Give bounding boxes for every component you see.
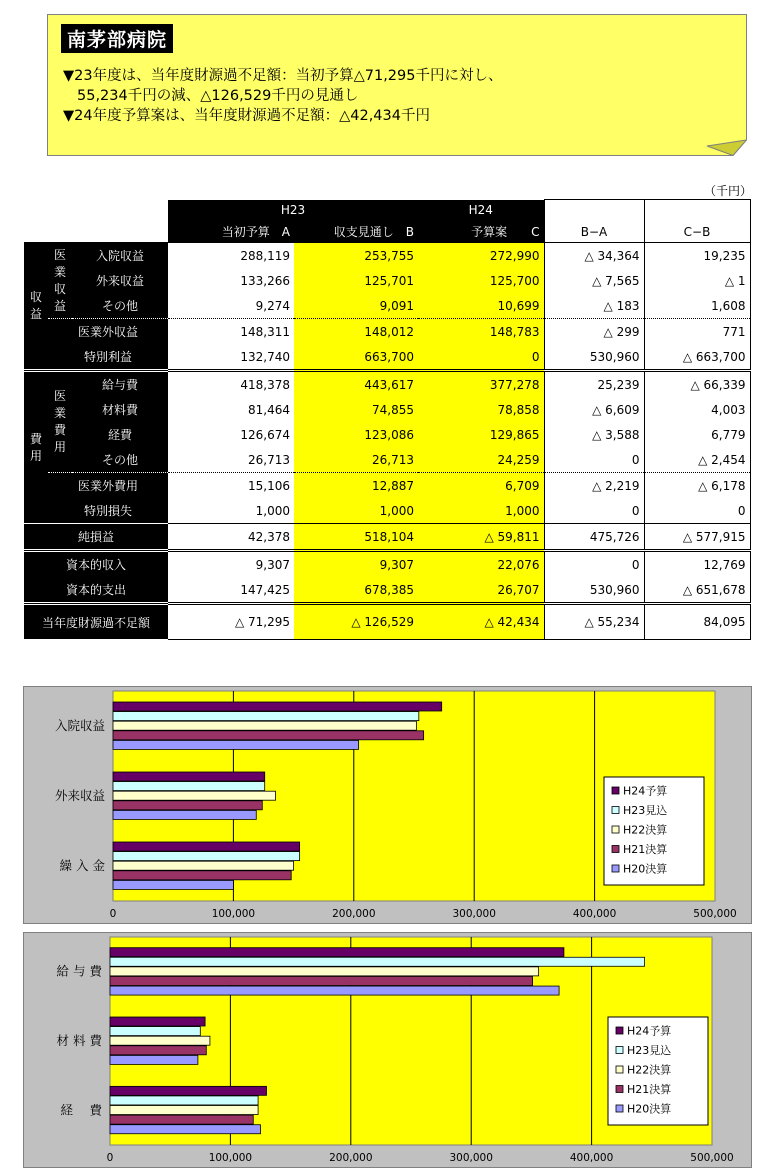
cell-c: 6,709: [418, 473, 544, 499]
budget-table: [24, 199, 751, 640]
cell-cb: 771: [644, 319, 750, 345]
cell-b: 123,086: [294, 422, 418, 447]
x-tick-label: 300,000: [452, 908, 496, 920]
cell-cb: 4,003: [644, 397, 750, 422]
cell-a: 288,119: [168, 243, 294, 269]
bar: [110, 967, 539, 976]
cell-b: 443,617: [294, 371, 418, 398]
cell-a: △ 71,295: [168, 604, 294, 640]
header-a: 当初予算 A: [168, 221, 294, 243]
cell-ba: △ 2,219: [544, 473, 644, 499]
category-label: 給 与 費: [56, 963, 102, 979]
category-label: 外来収益: [54, 788, 105, 803]
cell-cb: △ 6,178: [644, 473, 750, 499]
group-medical-expense: 医業費用: [48, 371, 72, 473]
cell-a: 81,464: [248, 402, 290, 417]
legend-label: H23見込: [623, 804, 668, 817]
legend-swatch: [612, 787, 619, 794]
legend-swatch: [616, 1086, 623, 1093]
cell-c: 26,707: [418, 577, 544, 604]
bar: [113, 772, 265, 781]
row-label: 当年度財源過不足額: [24, 604, 168, 640]
bar: [113, 740, 359, 749]
cell-cb: △ 651,678: [644, 577, 750, 604]
bar: [110, 1125, 261, 1134]
cell-b: 1,000: [294, 498, 418, 524]
row-label: 資本的支出: [24, 577, 168, 604]
legend-label: H21決算: [627, 1083, 672, 1096]
bar: [110, 1096, 258, 1105]
bar: [110, 1027, 200, 1036]
legend-label: H24予算: [623, 784, 668, 798]
category-label: 繰 入 金: [59, 858, 105, 873]
table-row: [24, 524, 750, 551]
note-lines: [63, 66, 503, 126]
cell-ba: △ 6,609: [544, 397, 644, 422]
legend-swatch: [612, 865, 619, 872]
row-label: 外来収益: [72, 268, 168, 293]
cell-a: 132,740: [240, 349, 290, 364]
cell-b: 26,713: [294, 447, 418, 473]
cell-b: △ 126,529: [294, 604, 418, 640]
note-line-1: ▼23年度は、当年度財源過不足額：当初予算△71,295千円に対し、: [63, 68, 503, 84]
bar: [113, 801, 262, 810]
cell-c: 272,990: [418, 243, 544, 269]
summary-note: [47, 14, 747, 156]
group-revenue: 収益: [24, 243, 48, 371]
x-tick-label: 0: [109, 908, 117, 920]
cell-ba: 25,239: [544, 371, 644, 398]
category-label: 経 費: [60, 1102, 102, 1118]
table-row: [24, 422, 750, 447]
cell-a: 42,378: [168, 524, 294, 551]
row-label: 医業外収益: [48, 319, 168, 345]
row-label: その他: [72, 447, 168, 473]
unit-label: （千円）: [704, 184, 753, 198]
cell-cb: 12,769: [644, 551, 750, 578]
expense-bar-chart: [23, 932, 752, 1168]
cell-a: 133,266: [240, 273, 290, 288]
bar: [110, 1106, 258, 1115]
header-cb: C−B: [644, 221, 750, 243]
cell-b: 74,855: [294, 397, 418, 422]
category-label: 材 料 費: [56, 1033, 102, 1048]
table-row: [24, 371, 750, 398]
cell-c: 148,783: [418, 319, 544, 345]
x-tick-label: 500,000: [693, 908, 737, 920]
legend-label: H24予算: [627, 1024, 672, 1038]
header-c: 予算案 C: [418, 221, 544, 243]
expense-chart-svg: [24, 933, 751, 1167]
cell-c: 377,278: [418, 371, 544, 398]
group-expense: 費用: [24, 371, 48, 524]
cell-a: 148,311: [168, 319, 294, 345]
cell-c: 24,259: [418, 447, 544, 473]
row-label: 入院収益: [72, 243, 168, 269]
bar: [110, 976, 533, 985]
cell-cb: 1,608: [644, 293, 750, 319]
cell-c: 78,858: [418, 397, 544, 422]
bar: [113, 842, 300, 851]
bar: [113, 880, 233, 889]
table-row: [24, 293, 750, 319]
cell-b: 9,091: [294, 293, 418, 319]
cell-c: 0: [418, 344, 544, 371]
cell-b: 518,104: [294, 524, 418, 551]
cell-b: 678,385: [294, 577, 418, 604]
bar: [113, 861, 294, 870]
cell-ba: 530,960: [544, 344, 644, 371]
legend-swatch: [616, 1027, 623, 1034]
legend-swatch: [616, 1105, 623, 1112]
category-label: 入院収益: [54, 718, 105, 733]
cell-b: 9,307: [294, 551, 418, 578]
bar: [113, 721, 416, 730]
cell-ba: 0: [544, 551, 644, 578]
legend-label: H21決算: [623, 843, 668, 856]
table-row: [24, 498, 750, 524]
table-row: [24, 577, 750, 604]
bar: [113, 810, 256, 819]
row-label: 材料費: [72, 397, 168, 422]
revenue-bar-chart: [23, 686, 752, 924]
row-label: 特別利益: [48, 344, 168, 371]
cell-c: 129,865: [418, 422, 544, 447]
bar: [110, 1017, 205, 1026]
x-tick-label: 500,000: [690, 1152, 734, 1164]
row-label: 純損益: [24, 524, 168, 551]
cell-ba: 475,726: [544, 524, 644, 551]
bar: [110, 1115, 253, 1124]
cell-b: 12,887: [294, 473, 418, 499]
cell-a: 418,378: [168, 371, 294, 398]
group-medical-revenue: 医業収益: [48, 243, 72, 319]
legend-swatch: [612, 807, 619, 814]
legend-swatch: [616, 1047, 623, 1054]
cell-cb: 6,779: [644, 422, 750, 447]
cell-b: 253,755: [294, 243, 418, 269]
bar: [110, 1055, 198, 1064]
legend-swatch: [612, 826, 619, 833]
header-b: 収支見通し B: [294, 221, 418, 243]
bar: [110, 1036, 210, 1045]
row-label: 医業外費用: [48, 473, 168, 499]
cell-ba: 0: [544, 447, 644, 473]
cell-c: 1,000: [418, 498, 544, 524]
table-row: [24, 344, 750, 371]
bar: [113, 852, 300, 861]
revenue-chart-svg: [24, 687, 751, 923]
x-tick-label: 200,000: [332, 908, 376, 920]
cell-cb: 84,095: [644, 604, 750, 640]
cell-a: 9,307: [168, 551, 294, 578]
cell-a: 9,274: [255, 298, 290, 313]
legend-label: H20決算: [623, 862, 668, 876]
cell-b: 663,700: [294, 344, 418, 371]
cell-c: 10,699: [418, 293, 544, 319]
header-h24: H24: [418, 200, 544, 222]
note-line-2: 55,234千円の減、△126,529千円の見通し: [77, 88, 359, 104]
cell-cb: △ 66,339: [644, 371, 750, 398]
bar: [113, 731, 424, 740]
legend-label: H22決算: [627, 1063, 672, 1077]
cell-cb: 19,235: [644, 243, 750, 269]
row-label: 資本的収入: [24, 551, 168, 578]
table-row: [24, 551, 750, 578]
cell-ba: △ 183: [544, 293, 644, 319]
cell-a: 147,425: [240, 582, 290, 597]
bar: [110, 957, 645, 966]
cell-cb: △ 2,454: [644, 447, 750, 473]
table-row: [24, 604, 750, 640]
hospital-title: 南茅部病院: [61, 24, 173, 53]
cell-cb: 0: [644, 498, 750, 524]
row-label: 給与費: [72, 371, 168, 398]
x-tick-label: 400,000: [569, 1152, 614, 1164]
cell-c: 22,076: [418, 551, 544, 578]
row-label: その他: [72, 293, 168, 319]
bar: [110, 1086, 267, 1095]
cell-a: 1,000: [255, 503, 290, 518]
cell-ba: △ 7,565: [544, 268, 644, 293]
x-tick-label: 200,000: [329, 1152, 373, 1164]
legend-label: H20決算: [627, 1102, 672, 1116]
cell-b: 125,701: [294, 268, 418, 293]
cell-ba: △ 55,234: [544, 604, 644, 640]
bar: [113, 712, 419, 721]
x-tick-label: 0: [106, 1152, 114, 1164]
cell-c: △ 42,434: [418, 604, 544, 640]
x-tick-label: 100,000: [208, 1152, 253, 1164]
table-row: [24, 268, 750, 293]
bar: [110, 948, 564, 957]
legend-swatch: [616, 1066, 623, 1073]
cell-a: 26,713: [248, 452, 290, 467]
bar: [110, 986, 559, 995]
row-label: 特別損失: [48, 498, 168, 524]
x-tick-label: 100,000: [211, 908, 256, 920]
bar: [113, 791, 276, 800]
legend-label: H22決算: [623, 823, 668, 837]
legend-label: H23見込: [627, 1044, 672, 1057]
header-ba: B−A: [544, 221, 644, 243]
cell-cb: △ 577,915: [644, 524, 750, 551]
cell-ba: △ 3,588: [544, 422, 644, 447]
cell-a: 126,674: [240, 427, 290, 442]
bar: [113, 871, 291, 880]
table-row: [24, 397, 750, 422]
cell-c: △ 59,811: [418, 524, 544, 551]
cell-ba: 0: [544, 498, 644, 524]
cell-a: 15,106: [168, 473, 294, 499]
cell-c: 125,700: [418, 268, 544, 293]
bar: [113, 782, 265, 791]
table-row: [24, 447, 750, 473]
header-h23: H23: [168, 200, 418, 222]
bar: [113, 702, 442, 711]
bar: [110, 1046, 206, 1055]
cell-ba: △ 299: [544, 319, 644, 345]
cell-cb: △ 1: [644, 268, 750, 293]
x-tick-label: 400,000: [572, 908, 617, 920]
table-row: [24, 319, 750, 345]
legend-swatch: [612, 846, 619, 853]
row-label: 経費: [72, 422, 168, 447]
cell-b: 148,012: [294, 319, 418, 345]
table-row: [24, 243, 750, 269]
cell-cb: △ 663,700: [644, 344, 750, 371]
note-line-3: ▼24年度予算案は、当年度財源過不足額：△42,434千円: [63, 108, 430, 124]
x-tick-label: 300,000: [449, 1152, 493, 1164]
cell-ba: △ 34,364: [544, 243, 644, 269]
cell-ba: 530,960: [544, 577, 644, 604]
table-row: [24, 473, 750, 499]
